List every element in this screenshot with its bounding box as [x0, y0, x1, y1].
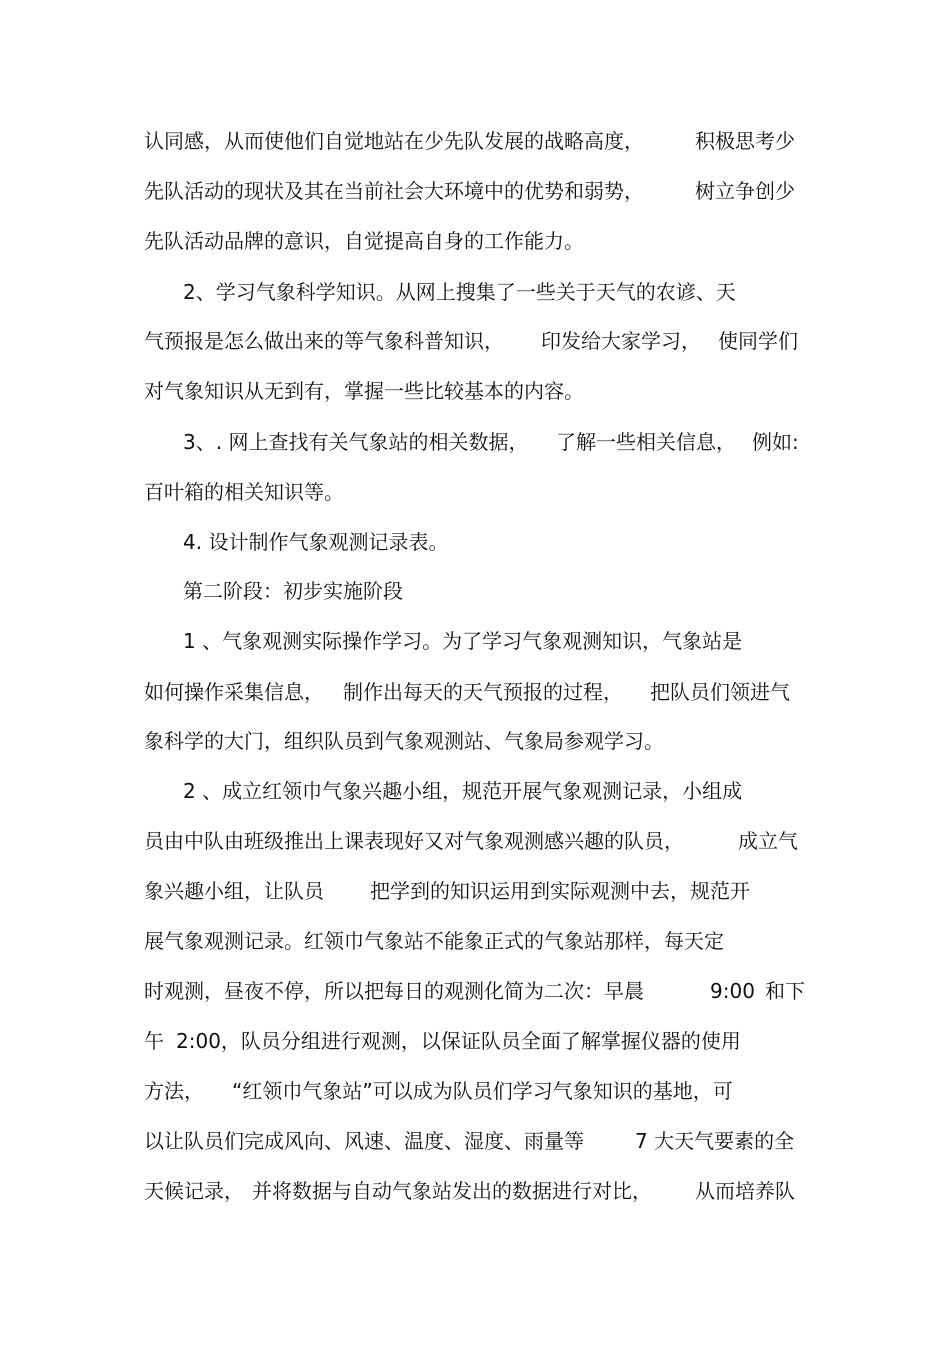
text-segment: “红领巾气象站”可以成为队员们学习气象知识的基地，可 — [232, 1079, 733, 1103]
text-segment: 从而培养队 — [695, 1179, 795, 1203]
text-line — [0, 277, 950, 307]
text-segment: 气预报是怎么做出来的等气象科普知识， — [144, 329, 504, 353]
text-line — [0, 976, 950, 1006]
text-line — [0, 527, 950, 557]
text-segment: 2:00，队员分组进行观测，以保证队员全面了解掌握仪器的使用 — [176, 1029, 741, 1053]
text-line — [0, 876, 950, 906]
text-line — [0, 776, 950, 806]
text-segment: 百叶箱的相关知识等。 — [144, 480, 344, 504]
text-segment: 2 、成立红领巾气象兴趣小组，规范开展气象观测记录，小组成 — [183, 779, 743, 803]
text-segment: 对气象知识从无到有，掌握一些比较基本的内容。 — [144, 379, 584, 403]
text-line — [0, 226, 950, 256]
text-segment: 2、学习气象科学知识。从网上搜集了一些关于天气的农谚、天 — [183, 280, 736, 304]
text-line — [0, 677, 950, 707]
text-segment: 先队活动品牌的意识，自觉提高自身的工作能力。 — [144, 229, 584, 253]
text-segment: 9:00 — [710, 979, 755, 1003]
text-segment: 认同感，从而使他们自觉地站在少先队发展的战略高度， — [144, 129, 644, 153]
text-line — [0, 376, 950, 406]
text-line — [0, 1026, 950, 1056]
text-line — [0, 1076, 950, 1106]
text-segment: 把学到的知识运用到实际观测中去，规范开 — [370, 879, 750, 903]
text-line — [0, 1126, 950, 1156]
text-line — [0, 176, 950, 206]
text-line — [0, 126, 950, 156]
text-segment: 成立气 — [738, 829, 798, 853]
text-segment: 第二阶段：初步实施阶段 — [183, 579, 403, 603]
text-line — [0, 626, 950, 656]
text-segment: 以让队员们完成风向、风速、温度、湿度、雨量等 — [144, 1129, 584, 1153]
text-segment: 例如: — [752, 430, 799, 454]
text-segment: 展气象观测记录。红领巾气象站不能象正式的气象站那样，每天定 — [144, 929, 724, 953]
text-segment: 和下 — [765, 979, 805, 1003]
text-segment: 时观测，昼夜不停，所以把每日的观测化简为二次：早晨 — [144, 979, 644, 1003]
text-segment: 积极思考少 — [695, 129, 795, 153]
text-line — [0, 326, 950, 356]
section-heading — [0, 576, 950, 606]
text-segment: 并将数据与自动气象站发出的数据进行对比， — [252, 1179, 652, 1203]
text-segment: 制作出每天的天气预报的过程， — [343, 680, 623, 704]
text-segment: 先队活动的现状及其在当前社会大环境中的优势和弱势， — [144, 179, 644, 203]
text-segment: 了解一些相关信息， — [556, 430, 736, 454]
text-segment: 员由中队由班级推出上课表现好又对气象观测感兴趣的队员， — [144, 829, 684, 853]
text-segment: 方法， — [144, 1079, 204, 1103]
text-line — [0, 926, 950, 956]
text-segment: 树立争创少 — [695, 179, 795, 203]
text-segment: 如何操作采集信息， — [144, 680, 324, 704]
text-line — [0, 1176, 950, 1206]
text-segment: 7 大天气要素的全 — [635, 1129, 795, 1153]
text-segment: 1 、气象观测实际操作学习。为了学习气象观测知识，气象站是 — [183, 629, 743, 653]
text-segment: 印发给大家学习， — [541, 329, 701, 353]
text-segment: 4. 设计制作气象观测记录表。 — [183, 530, 449, 554]
text-line — [0, 726, 950, 756]
text-line — [0, 826, 950, 856]
text-segment: 午 — [144, 1029, 164, 1053]
text-segment: 象兴趣小组，让队员 — [144, 879, 324, 903]
text-line — [0, 477, 950, 507]
text-line — [0, 427, 950, 457]
text-segment: 象科学的大门，组织队员到气象观测站、气象局参观学习。 — [144, 729, 664, 753]
text-segment: 3、. 网上查找有关气象站的相关数据， — [183, 430, 529, 454]
text-segment: 把队员们领进气 — [650, 680, 790, 704]
text-segment: 天候记录， — [144, 1179, 244, 1203]
text-segment: 使同学们 — [718, 329, 798, 353]
